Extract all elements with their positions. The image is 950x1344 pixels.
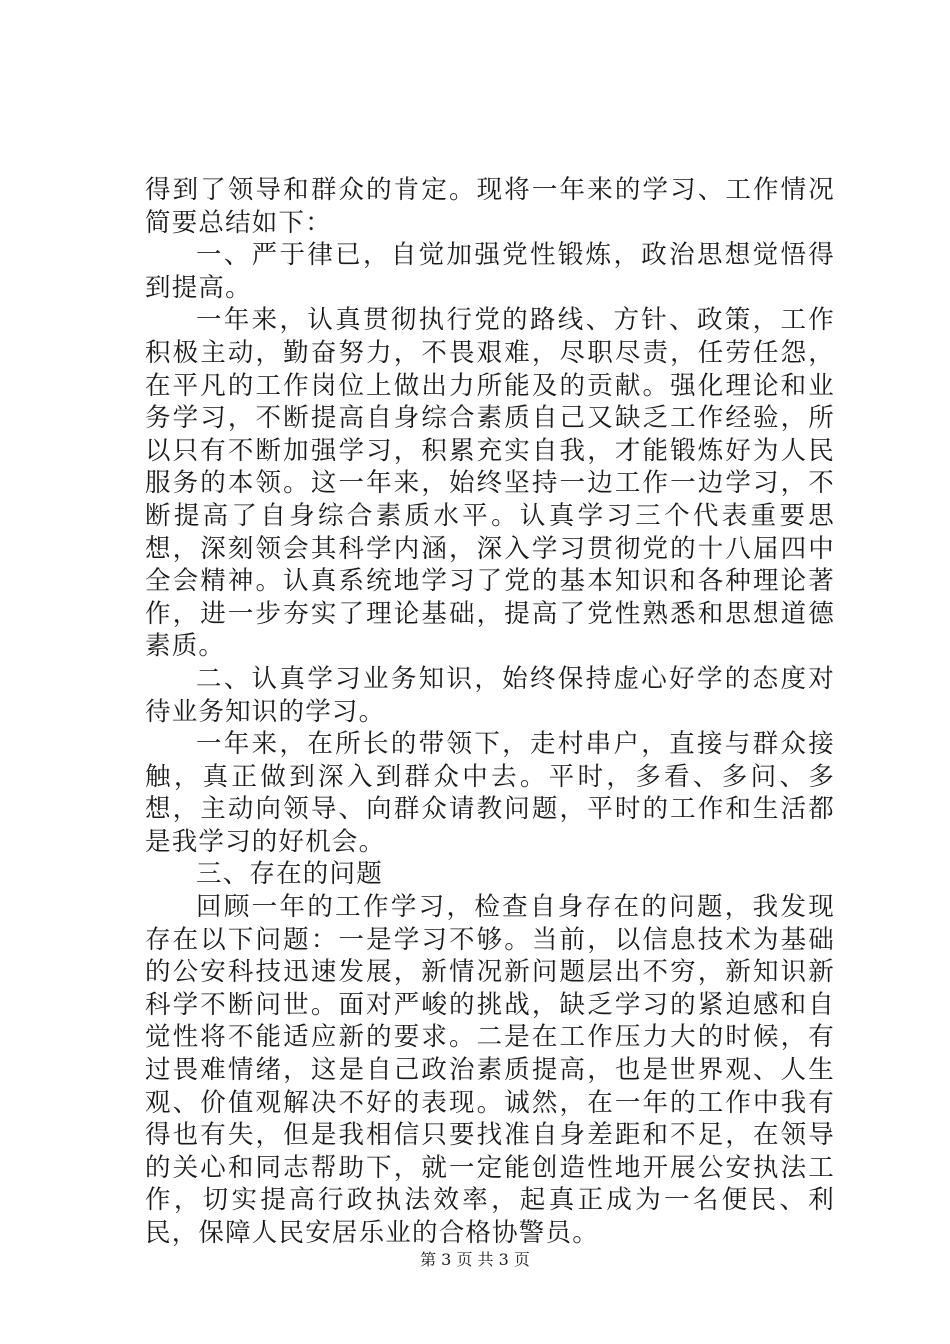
- page-footer: 第 3 页 共 3 页: [420, 1250, 530, 1269]
- document-body: [145, 174, 835, 1250]
- section-heading-2: 二、认真学习业务知识，始终保持虚心好学的态度对待业务知识的学习。: [145, 663, 835, 727]
- paragraph-business-study: 一年来，在所长的带领下，走村串户，直接与群众接触，真正做到深入到群众中去。平时，多看、多问、多想，主动向领导、向群众请教问题，平时的工作和生活都是我学习的好机会。: [145, 729, 835, 857]
- paragraph-problems: 回顾一年的工作学习，检查自身存在的问题，我发现存在以下问题：一是学习不够。当前，以信息技术为基础的公安科技迅速发展，新情况新问题层出不穷，新知识新科学不断问世。面对严峻的挑战，缺乏学习的紧迫感和自觉性将不能适应新的要求。二是在工作压力大的时候，有过畏难情绪，这是自己政治素质提高，也是世界观、人生观、价值观解决不好的表现。诚然，在一年的工作中我有得也有失，但是我相信只要找准自身差距和不足，在领导的关心和同志帮助下，就一定能创造性地开展公安执法工作，切实提高行政执法效率，起真正成为一名便民、利民，保障人民安居乐业的合格协警员。: [145, 892, 835, 1248]
- paragraph-continuation: 得到了领导和群众的肯定。现将一年来的学习、工作情况简要总结如下：: [145, 175, 835, 238]
- section-heading-3: 三、存在的问题: [196, 859, 383, 890]
- paragraph-political-study: 一年来，认真贯彻执行党的路线、方针、政策，工作积极主动，勤奋努力，不畏艰难，尽职尽责，任劳任怨，在平凡的工作岗位上做出力所能及的贡献。强化理论和业务学习，不断提高自身综合素质自己又缺乏工作经验，所以只有不断加强学习，积累充实自我，才能锻炼好为人民服务的本领。这一年来，始终坚持一边工作一边学习，不断提高了自身综合素质水平。认真学习三个代表重要思想，深刻领会其科学内涵，深入学习贯彻党的十八届四中全会精神。认真系统地学习了党的基本知识和各种理论著作，进一步夯实了理论基础，提高了党性熟悉和思想道德素质。: [145, 305, 835, 662]
- section-heading-1: 一、严于律已，自觉加强党性锻炼，政治思想觉悟得到提高。: [145, 240, 835, 303]
